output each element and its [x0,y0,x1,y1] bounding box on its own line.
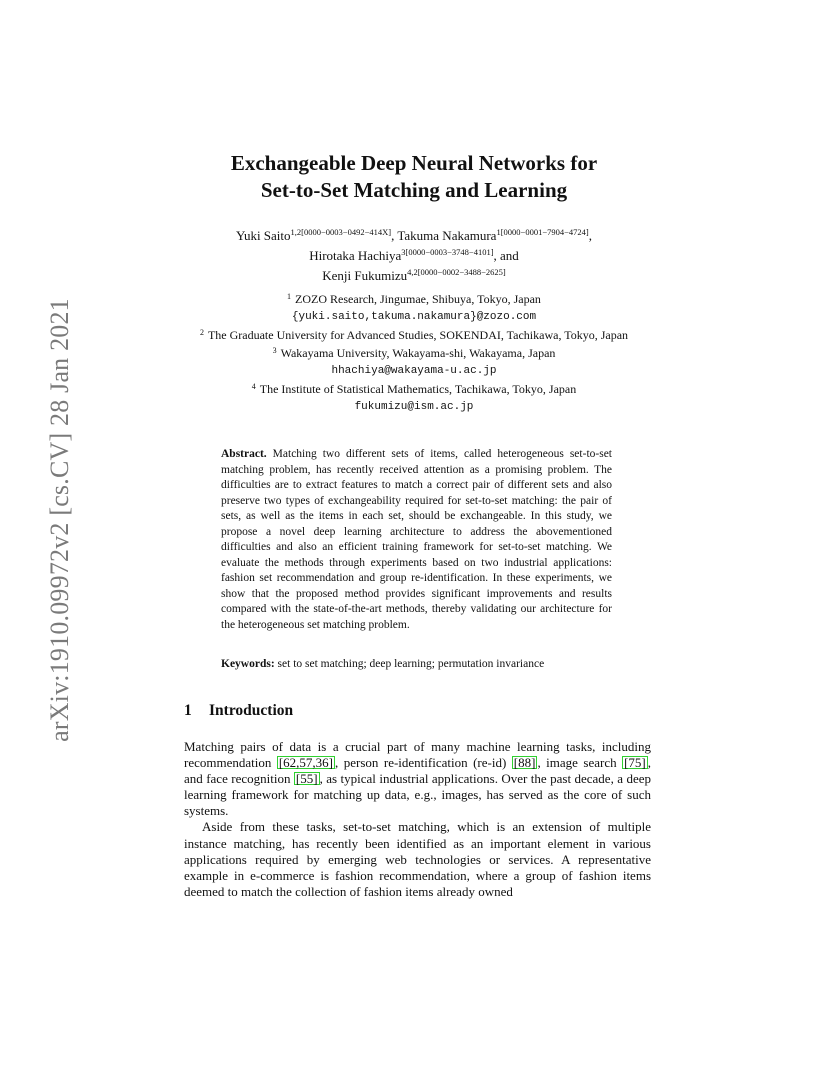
author-name: Kenji Fukumizu [322,268,408,283]
arxiv-identifier: arXiv:1910.09972v2 [cs.CV] 28 Jan 2021 [45,298,74,742]
author-orcid: 1[0000−0001−7904−4724] [496,227,589,237]
citation-link[interactable]: [88] [513,755,536,771]
affiliations [170,290,658,416]
author-name: Takuma Nakamura [397,228,497,243]
author-orcid: 3[0000−0003−3748−4101] [401,247,494,257]
section-heading [184,702,293,720]
keywords-label: Keywords: [221,658,275,670]
author-email: hhachiya@wakayama-u.ac.jp [331,365,497,377]
keywords [221,657,621,672]
text-run: , as typical industrial applications. Over the past decade, a deep learning framework for matching up data, e.g., images, has served as the core of such systems. [184,771,651,819]
citation-link[interactable]: [62,57,36] [278,755,334,771]
keywords-text: set to set matching; deep learning; permutation invariance [277,658,545,670]
affiliation: The Institute of Statistical Mathematics, Tachikawa, Tokyo, Japan [259,382,577,396]
paragraph: Aside from these tasks, set-to-set matching, which is an extension of multiple instance matching, has recently been identified as an important element in various applications required by emerging web technologies or services. A representative example in e-commerce is fashion recommendation, where a group of fashion items deemed to match the collection of fashion items already owned [184,819,651,899]
text-run: Matching pairs of data is a crucial part of many machine learning tasks, including recommendation [184,739,651,771]
text-run: , person re-identification (re-id) [335,755,512,771]
affiliation-marker: 1 [287,292,292,301]
text-run: , and face recognition [184,755,651,787]
section-title: Introduction [209,702,294,719]
author-email: {yuki.saito,takuma.nakamura}@zozo.com [291,311,537,323]
body-text [184,739,651,900]
affiliation: ZOZO Research, Jingumae, Shibuya, Tokyo, Japan [295,292,541,306]
author-name: Yuki Saito [236,228,291,243]
text-run: , image search [537,755,623,771]
title-line-2: Set-to-Set Matching and Learning [260,178,568,202]
citation-link[interactable]: [75] [624,755,646,771]
author-orcid: 1,2[0000−0003−0492−414X] [290,227,392,237]
abstract-text: Matching two different sets of items, called heterogeneous set-to-set matching problem, has recently received attention as a promising problem. The difficulties are to extract features to match a correct pair of different sets and also preserve two types of exchangeability required for set-to-set matching: the pair of sets, as well as the items in each set, should be exchangeable. In this study, we propose a novel deep learning architecture to address the abovementioned difficulties and also an efficient training framework for set-to-set matching. We evaluate the methods through experiments based on two industrial applications: fashion set recommendation and group re-identification. In these experiments, we show that the proposed method provides significant improvements and results compared with the state-of-the-art methods, thereby validating our architecture for the heterogeneous set matching problem. [221,448,612,631]
affiliation-marker: 2 [199,328,204,337]
author-name: Hirotaka Hachiya [309,248,402,263]
affiliation-marker: 3 [272,346,277,355]
abstract-label: Abstract. [221,448,267,460]
citation-link[interactable]: [55] [295,771,318,787]
author-conjunction: , and [493,248,519,263]
affiliation: The Graduate University for Advanced Studies, SOKENDAI, Tachikawa, Tokyo, Japan [207,328,629,342]
author-orcid: 4,2[0000−0002−3488−2625] [407,267,506,277]
author-email: fukumizu@ism.ac.jp [354,401,474,413]
affiliation-marker: 4 [251,382,256,391]
paper-title [0,150,828,204]
affiliation: Wakayama University, Wakayama-shi, Wakayama, Japan [280,346,556,360]
abstract [221,447,612,633]
section-number: 1 [184,702,192,719]
title-line-1: Exchangeable Deep Neural Networks for [230,151,598,175]
author-list: Yuki Saito$^{1,2[0000-0003-0492-414X]}$, Takuma Nakamura$^{1[0000-0001-7904-4724]}$, Hirotaka Hachiya$^{3[0000-0003-3748-4101]}$, and Kenji Fukumizu$^{4,2[0000-0002-3488-2625]}$ [236,227,592,283]
paragraph [184,739,651,819]
